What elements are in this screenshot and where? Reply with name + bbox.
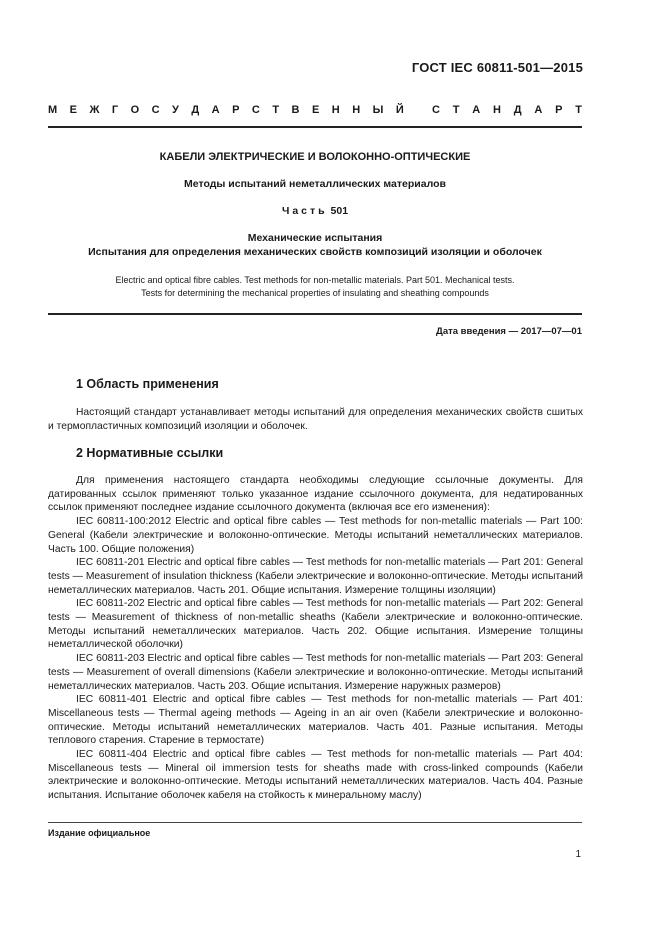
banner-letter: А: [534, 104, 543, 116]
english-title-line1: Electric and optical fibre cables. Test methods for non-metallic materials. Part 501. Mechanical tests.: [115, 275, 515, 285]
banner-letter: Р: [555, 104, 563, 116]
interstate-standard-banner: [48, 104, 582, 116]
english-title-line2: Tests for determining the mechanical properties of insulating and sheathing compounds: [141, 288, 489, 298]
part-word: Часть: [281, 205, 328, 217]
reference-item: IEC 60811-201 Electric and optical fibre cables — Test methods for non-metallic materials — Part 201: General tests — Measurement of insulation thickness (Кабели электрические и волоконно-оптические. Методы испытаний неметаллических материалов. Часть 201. Общие испытания. Измерение толщины изоляции): [48, 557, 583, 596]
banner-letter: Д: [513, 104, 522, 116]
banner-letter: Е: [311, 104, 320, 116]
banner-letter: Н: [352, 104, 361, 116]
banner-letter: Т: [452, 104, 460, 116]
page-number: 1: [575, 849, 581, 860]
reference-item: IEC 60811-404 Electric and optical fibre cables — Test methods for non-metallic materials — Part 404: Miscellaneous tests — Mineral oil immersion tests for sheaths made with cross-linked compounds (Кабели электрические и волоконно-оптические. Методы испытаний неметаллических материалов. Часть 404. Разные испытания. Испытание оболочек кабеля на стойкость к минеральному маслу): [48, 749, 583, 802]
title-divider: [48, 313, 582, 315]
banner-letter: А: [211, 104, 220, 116]
reference-item: IEC 60811-202 Electric and optical fibre cables — Test methods for non-metallic materials — Part 202: General tests — Measurement of thickness of non-metallic sheaths (Кабели электрические и волоконно-оптические. Методы испытаний неметаллических материалов. Часть 202. Общие испытания. Измерение толщины неметаллической оболочки): [48, 598, 583, 651]
banner-letter: Р: [232, 104, 240, 116]
banner-letter: С: [432, 104, 440, 116]
standard-word: [432, 104, 582, 116]
banner-letter: М: [48, 104, 58, 116]
reference-item: IEC 60811-203 Electric and optical fibre cables — Test methods for non-metallic materials — Part 203: General tests — Measurement of overall dimensions (Кабели электрические и волоконно-оптические. Методы испытаний неметаллических материалов. Часть 203. Общие испытания. Измерение наружных размеров): [48, 653, 583, 692]
banner-letter: В: [291, 104, 300, 116]
banner-letter: Й: [395, 104, 404, 116]
banner-letter: Д: [191, 104, 200, 116]
paragraph: Для применения настоящего стандарта необходимы следующие ссылочные документы. Для датированных ссылок применяют только указанное издание ссылочного документа, для недатированных ссылок применяют последнее издание ссылочного документа (включая все его изменения):: [48, 475, 583, 514]
introduction-date: Дата введения — 2017—07—01: [436, 326, 582, 337]
banner-letter: Т: [575, 104, 582, 116]
banner-letter: Ж: [89, 104, 100, 116]
document-subtitle: Методы испытаний неметаллических материалов: [184, 178, 446, 190]
banner-letter: А: [472, 104, 481, 116]
part-label: [48, 205, 582, 217]
part-title-line2: Испытания для определения механических свойств композиций изоляции и оболочек: [88, 246, 542, 258]
banner-letter: Н: [492, 104, 501, 116]
banner-letter: О: [130, 104, 140, 116]
reference-item: IEC 60811-100:2012 Electric and optical fibre cables — Test methods for non-metallic materials — Part 100: General (Кабели электрические и волоконно-оптические. Методы испытаний неметаллических материалов. Часть 100. Общие положения): [48, 516, 583, 555]
document-code: ГОСТ IEC 60811-501—2015: [411, 60, 583, 75]
banner-letter: У: [172, 104, 179, 116]
header-divider: [48, 126, 582, 128]
section-body-normative-references: [48, 474, 583, 803]
banner-letter: Е: [69, 104, 77, 116]
banner-letter: Н: [331, 104, 340, 116]
document-title: КАБЕЛИ ЭЛЕКТРИЧЕСКИЕ И ВОЛОКОННО-ОПТИЧЕСКИЕ: [159, 151, 471, 163]
banner-letter: Г: [111, 104, 119, 116]
paragraph: Настоящий стандарт устанавливает методы испытаний для определения механических свойств сшитых и термопластичных композиций изоляции и оболочек.: [48, 407, 583, 432]
banner-letter: С: [251, 104, 260, 116]
banner-letter: Т: [272, 104, 280, 116]
section-body-scope: [48, 406, 583, 433]
banner-letter: Ы: [372, 104, 384, 116]
reference-item: IEC 60811-401 Electric and optical fibre cables — Test methods for non-metallic materials — Part 401: Miscellaneous tests — Thermal ageing methods — Ageing in an air oven (Кабели электрические и волоконно-оптические. Методы испытаний неметаллических материалов. Часть 401. Разные испытания. Методы теплового старения. Старение в термостате): [48, 694, 583, 747]
official-edition-label: Издание официальное: [48, 828, 151, 838]
banner-letter: С: [151, 104, 160, 116]
part-title-line1: Механические испытания: [247, 232, 383, 244]
interstate-word: [48, 104, 404, 116]
section-heading-scope: 1 Область применения: [76, 377, 219, 391]
section-heading-normative-references: 2 Нормативные ссылки: [76, 446, 224, 460]
footer-divider: [48, 822, 582, 823]
part-number: 501: [330, 205, 349, 217]
